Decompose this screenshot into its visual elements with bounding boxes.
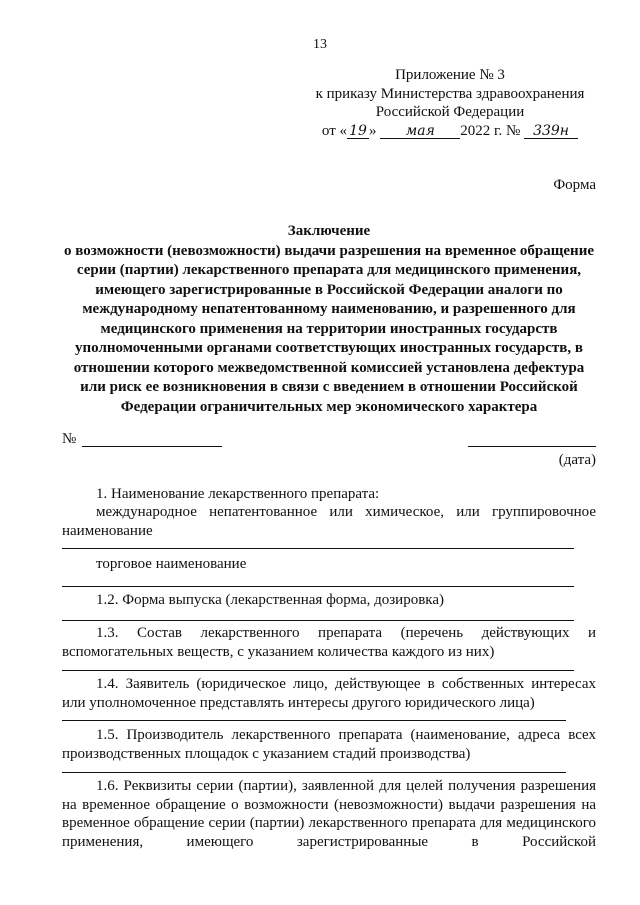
appendix-line-3: Российской Федерации <box>375 104 525 120</box>
section-1-inn-label: международное непатентованное или химическое, или группировочное наименование <box>62 504 596 539</box>
section-1-2-label: 1.2. Форма выпуска (лекарственная форма, дозировка) <box>96 592 444 608</box>
section-1-5-label: 1.5. Производитель лекарственного препарата (наименование, адреса всех производственных площадок с указанием стадий производства) <box>62 727 596 762</box>
appendix-line-1: Приложение № 3 <box>395 67 505 83</box>
appendix-order-date <box>300 122 600 141</box>
section-1-trade-field-line[interactable] <box>62 586 574 587</box>
section-1-trade-label: торговое наименование <box>96 556 247 572</box>
order-from-label: от « <box>321 122 348 139</box>
form-label: Форма <box>553 177 596 193</box>
section-1-heading: 1. Наименование лекарственного препарата: <box>96 486 380 502</box>
appendix-line-2: к приказу Министерства здравоохранения <box>315 85 585 102</box>
title-heading: Заключение <box>287 223 371 239</box>
appendix-header <box>300 66 600 140</box>
section-1-3-field-line[interactable] <box>62 670 574 671</box>
section-1-inn-field-line[interactable] <box>62 548 574 549</box>
number-input-line[interactable] <box>82 446 222 447</box>
section-1-6-label: 1.6. Реквизиты серии (партии), заявленной для целей получения разрешения на временное обращение о возможности (невозможности) выдачи разрешения на временное обращение серии (партии) лекарственного препарата для медицинского применения, имеющего зарегистрированные в Российской <box>62 778 596 850</box>
order-number-handwritten: 339н <box>524 124 578 139</box>
section-1-4-field-line[interactable] <box>62 720 566 721</box>
order-year-label: 2022 г. № <box>460 122 521 139</box>
order-day-handwritten: 19 <box>347 124 369 139</box>
number-label: № <box>62 431 77 447</box>
title-body: о возможности (невозможности) выдачи разрешения на временное обращение серии (партии) лекарственного препарата для медицинского применения, имеющего зарегистрированные в Российской Федерации аналоги по международному непатентованному наименованию, и разрешенного для медицинского применения на территории иностранных государств уполномоченными органами соответствующих иностранных государств, в отношении которого межведомственной комиссией установлена дефектура или риск ее возникновения в связи с введением в отношении Российской Федерации ограничительных мер экономического характера <box>64 242 594 415</box>
order-month-handwritten: мая <box>380 124 460 139</box>
section-1-4-label: 1.4. Заявитель (юридическое лицо, действующее в собственных интересах или уполномоченное представлять интересы другого юридического лица) <box>62 676 596 711</box>
page-number: 13 <box>313 37 327 52</box>
date-input-line[interactable] <box>468 446 596 447</box>
document-title <box>62 222 596 417</box>
date-label: (дата) <box>558 452 596 468</box>
section-1-2-field-line[interactable] <box>62 620 574 621</box>
order-close-quote: » <box>369 122 377 139</box>
section-1-3-label: 1.3. Состав лекарственного препарата (перечень действующих и вспомогательных веществ, с указанием количества каждого из них) <box>62 625 596 660</box>
section-1-5-field-line[interactable] <box>62 772 566 773</box>
